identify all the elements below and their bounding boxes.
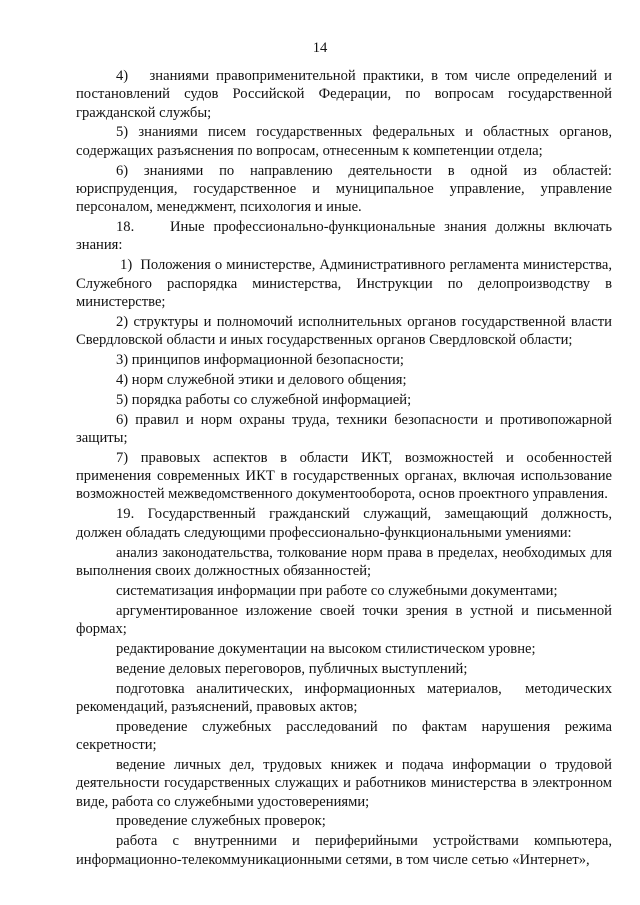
paragraph: аргументированное изложение своей точки зрения в устной и письменной формах;: [76, 602, 612, 637]
paragraph: ведение деловых переговоров, публичных выступлений;: [116, 660, 468, 677]
paragraph: работа с внутренними и периферийными устройствами компьютера, информационно-телекоммуникационными сетями, в том числе сетью «Интернет»,: [76, 833, 612, 868]
paragraph: 7) правовых аспектов в области ИКТ, возможностей и особенностей применения современных ИКТ в государственных органах, включая использование возможностей межведомственного документооборота, основ проектного управления.: [76, 449, 612, 503]
page-number: 14: [312, 40, 328, 56]
paragraph: анализ законодательства, толкование норм права в пределах, необходимых для выполнения своих должностных обязанностей;: [76, 544, 612, 579]
paragraph: 4) норм служебной этики и делового общения;: [116, 371, 407, 388]
paragraph: 18. Иные профессионально-функциональные знания должны включать знания:: [76, 219, 612, 254]
paragraph: 3) принципов информационной безопасности;: [116, 352, 404, 369]
paragraph: 6) правил и норм охраны труда, техники безопасности и противопожарной защиты;: [76, 411, 612, 446]
paragraph: 19. Государственный гражданский служащий, замещающий должность, должен обладать следующими профессионально-функциональными умениями:: [76, 506, 612, 541]
paragraph: систематизация информации при работе со служебными документами;: [116, 582, 558, 599]
paragraph: 5) порядка работы со служебной информацией;: [116, 391, 412, 408]
paragraph: 4) знаниями правоприменительной практики, в том числе определений и постановлений судов Российской Федерации, по вопросам государственной гражданской службы;: [76, 68, 612, 121]
paragraph: 6) знаниями по направлению деятельности в одной из областей: юриспруденция, государственное и муниципальное управление, управление персоналом, менеджмент, психология и иные.: [76, 162, 612, 216]
paragraph: проведение служебных проверок;: [116, 813, 326, 830]
document-body: [76, 67, 612, 869]
paragraph: проведение служебных расследований по фактам нарушения режима секретности;: [76, 718, 612, 754]
paragraph: подготовка аналитических, информационных материалов, методических рекомендаций, разъяснений, правовых актов;: [76, 680, 612, 715]
paragraph: ведение личных дел, трудовых книжек и подача информации о трудовой деятельности государственных служащих и работников министерства в электронном виде, работа со служебными удостоверениями;: [76, 756, 612, 810]
paragraph: 2) структуры и полномочий исполнительных органов государственной власти Свердловской области и иных государственных органов Свердловской области;: [76, 313, 612, 349]
paragraph: редактирование документации на высоком стилистическом уровне;: [116, 640, 536, 657]
paragraph: 5) знаниями писем государственных федеральных и областных органов, содержащих разъяснения по вопросам, отнесенным к компетенции отдела;: [76, 124, 612, 159]
paragraph: 1) Положения о министерстве, Административного регламента министерства, Служебного распорядка министерства, Инструкции по делопроизводству в министерстве;: [76, 257, 612, 310]
